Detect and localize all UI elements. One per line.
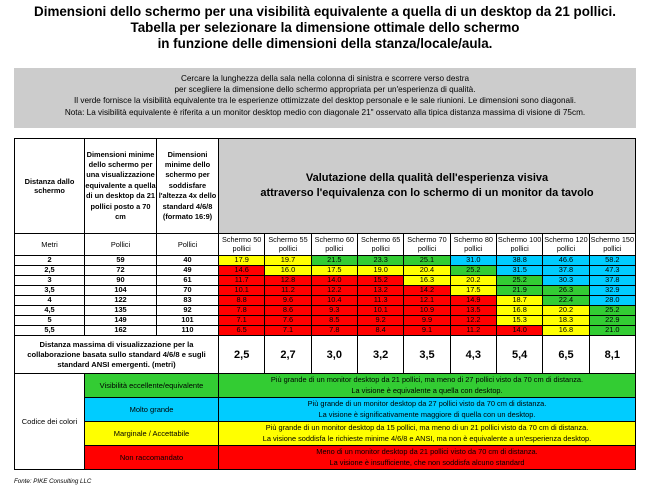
evaluation-header [219,139,636,234]
legend-description [219,422,636,446]
value-cell: 7.6 [265,316,311,326]
value-cell: 8.4 [357,326,403,336]
value-cell: 10.4 [311,296,357,306]
value-cell: 12.2 [311,286,357,296]
unit-pollici-std: Pollici [157,234,219,256]
value-cell: 9.6 [265,296,311,306]
legend-title: Codice dei colori [15,374,85,470]
table-row [15,316,636,326]
value-cell: 16.0 [265,266,311,276]
legend-description [219,446,636,470]
value-cell: 11.7 [219,276,265,286]
value-cell: 6.5 [219,326,265,336]
legend-label: Non raccomandato [85,446,219,470]
intro-box [14,68,636,128]
value-cell: 8.8 [219,296,265,306]
intro-line-1: Cercare la lunghezza della sala nella colonna di sinistra e scorrere verso destra [180,74,470,83]
intro-line-4: Nota: La visibilità equivalente è riferita a un monitor desktop medio con diagonale 21" osservato alla tipica distanza massima di visione di 75cm. [64,107,586,117]
legend-description-line-1: Più grande di un monitor desktop da 21 pollici, ma meno di 27 pollici visto da 70 cm di distanza. [270,375,584,385]
value-cell: 14.2 [404,286,450,296]
standard-size-cell: 110 [157,326,219,336]
value-cell: 7.1 [265,326,311,336]
value-cell: 12.8 [265,276,311,286]
max-distance-value: 8,1 [589,336,635,374]
source-note: Fonte: PIKE Consulting LLC [14,478,92,485]
table-row [15,256,636,266]
value-cell: 16.3 [404,276,450,286]
value-cell: 13.5 [450,306,496,316]
intro-line-3: Il verde fornisce la visibilità equivalente tra le esperienze ottimizzate del desktop personale e le sale riunioni. Le dimensioni sono diagonali. [73,96,576,106]
table-row [15,286,636,296]
value-cell: 37.8 [543,266,589,276]
distance-cell: 5 [15,316,85,326]
value-cell: 14.6 [219,266,265,276]
standard-size-cell: 40 [157,256,219,266]
distance-cell: 4 [15,296,85,306]
col-standard-header: Dimensioni minime dello schermo per soddisfare l'altezza 4x dello standard 4/6/8 (formato 16:9) [157,139,219,234]
max-distance-value: 3,5 [404,336,450,374]
value-cell: 10.1 [357,306,403,316]
screen-size-header: Schermo 100 pollici [496,234,542,256]
equivalent-size-cell: 104 [85,286,157,296]
max-distance-value: 5,4 [496,336,542,374]
value-cell: 23.3 [357,256,403,266]
value-cell: 12.2 [450,316,496,326]
value-cell: 32.9 [589,286,635,296]
standard-size-cell: 61 [157,276,219,286]
legend-description-line-2: La visione è significativamente maggiore di quella con un desktop. [318,409,536,419]
distance-cell: 4,5 [15,306,85,316]
value-cell: 15.2 [357,276,403,286]
value-cell: 11.2 [450,326,496,336]
legend-label: Marginale / Accettabile [85,422,219,446]
table-row [15,296,636,306]
unit-pollici-eq: Pollici [85,234,157,256]
max-distance-row [15,336,636,374]
value-cell: 19.7 [265,256,311,266]
max-distance-value: 2,5 [219,336,265,374]
value-cell: 26.3 [543,286,589,296]
value-cell: 14.0 [496,326,542,336]
value-cell: 21.0 [589,326,635,336]
value-cell: 10.9 [404,306,450,316]
legend-description-line-1: Meno di un monitor desktop da 21 pollici visto da 70 cm di distanza. [316,447,538,457]
max-distance-value: 4,3 [450,336,496,374]
equivalent-size-cell: 162 [85,326,157,336]
screen-size-header: Schermo 55 pollici [265,234,311,256]
value-cell: 7.1 [219,316,265,326]
value-cell: 38.8 [496,256,542,266]
value-cell: 9.1 [404,326,450,336]
table-row [15,276,636,286]
standard-size-cell: 101 [157,316,219,326]
legend-description-line-2: La visione è equivalente a quella con desktop. [351,385,503,395]
equivalent-size-cell: 149 [85,316,157,326]
max-distance-value: 6,5 [543,336,589,374]
legend-description [219,374,636,398]
standard-size-cell: 83 [157,296,219,306]
legend-description-line-2: La visione soddisfa le richieste minime 4/6/8 e ANSI, ma non è equivalente a un'esperienza desktop. [262,433,592,443]
value-cell: 28.0 [589,296,635,306]
value-cell: 16.8 [543,326,589,336]
standard-size-cell: 70 [157,286,219,296]
col-distance-header: Distanza dallo schermo [15,139,85,234]
legend-label: Molto grande [85,398,219,422]
value-cell: 8.6 [265,306,311,316]
title-line-2: Tabella per selezionare la dimensione ottimale dello schermo [130,20,520,35]
value-cell: 31.5 [496,266,542,276]
unit-metri: Metri [15,234,85,256]
legend-row [15,446,636,470]
legend-row [15,422,636,446]
value-cell: 17.5 [311,266,357,276]
intro-line-2: per scegliere la dimensione dello schermo appropriata per un'esperienza di qualità. [174,85,476,95]
value-cell: 20.2 [543,306,589,316]
table-row [15,326,636,336]
legend-description-line-1: Più grande di un monitor desktop da 15 pollici, ma meno di un 21 pollici visto da 70 cm di distanza. [265,423,589,433]
equivalent-size-cell: 122 [85,296,157,306]
value-cell: 15.3 [496,316,542,326]
value-cell: 7.8 [311,326,357,336]
value-cell: 25.2 [450,266,496,276]
value-cell: 17.9 [219,256,265,266]
distance-cell: 3,5 [15,286,85,296]
legend-label: Visibilità eccellente/equivalente [85,374,219,398]
value-cell: 19.0 [357,266,403,276]
value-cell: 25.2 [496,276,542,286]
screen-size-header: Schermo 65 pollici [357,234,403,256]
max-distance-value: 2,7 [265,336,311,374]
value-cell: 9.2 [357,316,403,326]
screen-size-header: Schermo 120 pollici [543,234,589,256]
screen-size-header: Schermo 70 pollici [404,234,450,256]
value-cell: 58.2 [589,256,635,266]
value-cell: 14.0 [311,276,357,286]
value-cell: 17.5 [450,286,496,296]
value-cell: 20.4 [404,266,450,276]
equivalent-size-cell: 59 [85,256,157,266]
standard-size-cell: 49 [157,266,219,276]
equivalent-size-cell: 72 [85,266,157,276]
title-line-3: in funzione delle dimensioni della stanza/locale/aula. [157,36,493,51]
value-cell: 7.8 [219,306,265,316]
value-cell: 18.3 [543,316,589,326]
value-cell: 37.8 [589,276,635,286]
value-cell: 13.2 [357,286,403,296]
value-cell: 22.9 [589,316,635,326]
page-title [0,4,650,52]
value-cell: 16.8 [496,306,542,316]
equivalent-size-cell: 90 [85,276,157,286]
distance-cell: 2 [15,256,85,266]
legend-description [219,398,636,422]
value-cell: 9.9 [404,316,450,326]
screen-size-header: Schermo 150 pollici [589,234,635,256]
value-cell: 8.5 [311,316,357,326]
value-cell: 10.1 [219,286,265,296]
distance-cell: 2,5 [15,266,85,276]
value-cell: 20.2 [450,276,496,286]
value-cell: 18.7 [496,296,542,306]
value-cell: 46.6 [543,256,589,266]
distance-cell: 5,5 [15,326,85,336]
value-cell: 11.2 [265,286,311,296]
screen-size-header: Schermo 80 pollici [450,234,496,256]
max-distance-value: 3,0 [311,336,357,374]
evaluation-header-line-1: Valutazione della qualità dell'esperienza visiva [305,172,549,184]
table-row [15,266,636,276]
value-cell: 21.5 [311,256,357,266]
value-cell: 25.2 [589,306,635,316]
title-line-1: Dimensioni dello schermo per una visibilità equivalente a quella di un desktop da 21 pollici. [34,4,616,19]
value-cell: 47.3 [589,266,635,276]
value-cell: 12.1 [404,296,450,306]
distance-cell: 3 [15,276,85,286]
max-distance-value: 3,2 [357,336,403,374]
table-row [15,306,636,316]
legend-row [15,374,636,398]
equivalent-size-cell: 135 [85,306,157,316]
legend-description-line-1: Più grande di un monitor desktop da 27 pollici visto da 70 cm di distanza. [307,399,547,409]
value-cell: 25.1 [404,256,450,266]
screen-size-header: Schermo 60 pollici [311,234,357,256]
col-equivalent-header: Dimensioni minime dello schermo per una visualizzazione equivalente a quella di un desktop da 21 pollici posto a 70 cm [85,139,157,234]
value-cell: 9.3 [311,306,357,316]
value-cell: 11.3 [357,296,403,306]
value-cell: 21.9 [496,286,542,296]
screen-size-table [14,138,636,470]
legend-description-line-2: La visione è insufficiente, che non soddisfa alcuno standard [329,457,525,467]
value-cell: 31.0 [450,256,496,266]
max-distance-label: Distanza massima di visualizzazione per la collaborazione basata sullo standard 4/6/8 e sugli standard ANSI emergenti. (metri) [15,336,219,374]
standard-size-cell: 92 [157,306,219,316]
legend-row [15,398,636,422]
evaluation-header-line-2: attraverso l'equivalenza con lo schermo di un monitor da tavolo [260,187,594,199]
value-cell: 22.4 [543,296,589,306]
screen-size-header: Schermo 50 pollici [219,234,265,256]
value-cell: 14.9 [450,296,496,306]
value-cell: 30.3 [543,276,589,286]
